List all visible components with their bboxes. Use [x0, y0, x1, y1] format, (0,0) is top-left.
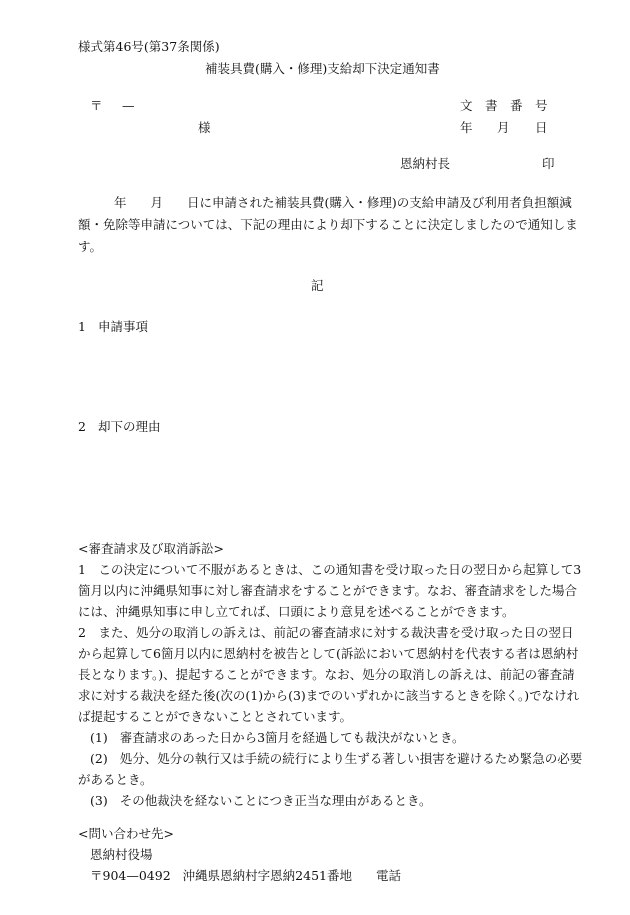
- section-1: [78, 321, 148, 334]
- appeal-item-2: [90, 753, 582, 766]
- contact-heading: <問い合わせ先>: [78, 826, 174, 841]
- appeal-line-2: 箇月以内に沖縄県知事に対し審査請求をすることができます。なお、審査請求をした場合: [78, 583, 578, 598]
- issuer-name: 恩納村長: [400, 156, 451, 171]
- postal-dash: —: [122, 98, 135, 113]
- body-month: 月: [150, 195, 164, 210]
- appeal-item-2-cont: があるとき。: [78, 772, 153, 787]
- contact-phone-label: 電話: [375, 868, 401, 883]
- doc-number-char-1: 文: [460, 98, 473, 113]
- body-line-1-text: 日に申請された補装具費(購入・修理)の支給申請及び利用者負担額減: [187, 195, 572, 210]
- contact-address: 沖縄県恩納村字恩納2451番地: [182, 868, 352, 883]
- appeal-line-1: 1 この決定について不服があるときは、この通知書を受け取った日の翌日から起算して3: [78, 562, 582, 577]
- section-1-label: 申請事項: [97, 319, 148, 334]
- appeal-line-3: には、沖縄県知事に申し立てれば、口頭により意見を述べることができます。: [78, 604, 515, 619]
- section-2-number: 2: [78, 419, 86, 434]
- body-line-3: す。: [78, 239, 103, 254]
- contact-office: 恩納村役場: [90, 847, 153, 862]
- body-line-2: 額・免除等申請については、下記の理由により却下することに決定しましたので通知しま: [78, 217, 578, 232]
- body-year: 年: [114, 195, 127, 210]
- appeal-item-2-text: 処分、処分の執行又は手続の続行により生ずる著しい損害を避けるため緊急の必要: [119, 751, 583, 766]
- contact-address-line: [90, 870, 401, 883]
- appeal-line-8: ば提起することができないこととされています。: [78, 709, 353, 724]
- postal-mark: 〒: [90, 98, 103, 113]
- doc-number-char-3: 番: [510, 98, 523, 113]
- section-1-number: 1: [78, 319, 86, 334]
- appeal-item-1-text: 審査請求のあった日から3箇月を経過しても裁決がないとき。: [119, 730, 465, 745]
- appeal-item-1: [90, 732, 465, 745]
- appeal-item-3-num: (3): [90, 793, 108, 808]
- form-number: 様式第46号(第37条関係): [78, 39, 220, 54]
- contact-postal: 〒904—0492: [90, 868, 171, 883]
- appeal-line-5: から起算して6箇月以内に恩納村を被告として(訴訟において恩納村を代表する者は恩納村: [78, 646, 579, 661]
- document-title: 補装具費(購入・修理)支給却下決定通知書: [205, 61, 440, 76]
- appeal-item-1-num: (1): [90, 730, 108, 745]
- doc-number-char-4: 号: [535, 98, 548, 113]
- appeal-item-3-text: その他裁決を経ないことにつき正当な理由があるとき。: [119, 793, 432, 808]
- ki-mark: 記: [311, 278, 324, 293]
- appeal-heading: <審査請求及び取消訴訟>: [78, 541, 224, 556]
- issuer-seal: 印: [542, 156, 555, 171]
- section-2-label: 却下の理由: [97, 419, 161, 434]
- appeal-line-7: 求に対する裁決を経た後(次の(1)から(3)までのいずれかに該当するときを除く。)でなけれ: [78, 688, 580, 703]
- appeal-line-6: 長となります。)、提起することができます。なお、処分の取消しの訴えは、前記の審査請: [78, 667, 575, 682]
- appeal-item-2-num: (2): [90, 751, 108, 766]
- date-month-label: 月: [497, 120, 510, 135]
- appeal-line-4: 2 また、処分の取消しの訴えは、前記の審査請求に対する裁決書を受け取った日の翌日: [78, 625, 574, 640]
- addressee-honorific: 様: [198, 120, 211, 135]
- date-day-label: 日: [535, 120, 548, 135]
- section-2: [78, 421, 160, 434]
- date-year-label: 年: [460, 120, 473, 135]
- appeal-item-3: [90, 795, 431, 808]
- doc-number-char-2: 書: [485, 98, 498, 113]
- body-line-1: [78, 197, 572, 210]
